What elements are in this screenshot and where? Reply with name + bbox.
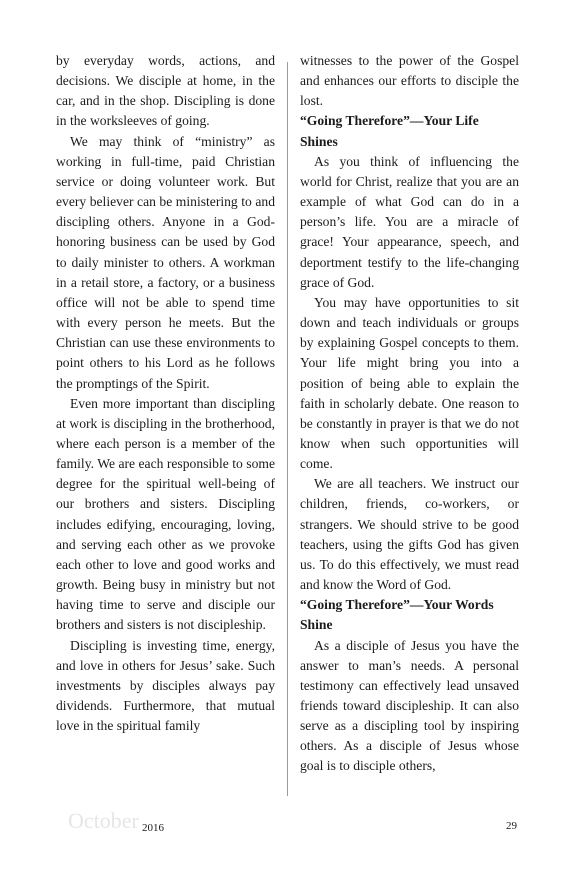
right-column	[300, 51, 519, 777]
paragraph: Discipling is investing time, energy, and love in others for Jesus’ sake. Such investments by disciples always pay dividends. Furthermore, that mutual love in the spiritual family	[56, 637, 275, 734]
paragraph: As you think of influencing the world for Christ, realize that you are an example of what God can do in a person’s life. You are a miracle of grace! Your appearance, speech, and deportment testify to the life-changing grace of God.	[300, 153, 519, 290]
page-number: 29	[506, 820, 517, 832]
paragraph: by everyday words, actions, and decisions. We disciple at home, in the car, and in the shop. Discipling is done in the worksleeves of going.	[56, 53, 275, 129]
footer-year: 2016	[142, 822, 164, 834]
paragraph: As a disciple of Jesus you have the answer to man’s needs. A personal testimony can effectively lead unsaved friends toward discipleship. It can also serve as a discipling tool by inspiring others. As a disciple of Jesus whose goal is to disciple others,	[300, 637, 519, 774]
footer-month: October	[68, 808, 139, 833]
left-column	[56, 51, 275, 736]
column-divider	[287, 62, 288, 796]
paragraph: We may think of “ministry” as working in full-time, paid Christian service or doing volunteer work. But every believer can be ministering to and discipling others. Anyone in a God-honoring business can be used by God to daily minister to others. A workman in a retail store, a factory, or a business office will not be able to spend time with every person he meets. But the Christian can use these environments to point others to his Lord as he follows the promptings of the Spirit.	[56, 133, 275, 391]
paragraph: Even more important than discipling at work is discipling in the brotherhood, where each person is a member of the family. We are each responsible to some degree for the spiritual well-being of our brothers and sisters. Discipling includes edifying, encouraging, loving, and serving each other as we provoke each other to love and good works and growth. Being busy in ministry but not having time to serve and disciple our brothers and sisters is not discipleship.	[56, 395, 275, 633]
paragraph: You may have opportunities to sit down and teach individuals or groups by explaining Gospel concepts to them. Your life might bring you into a position of being able to explain the faith in scholarly debate. One reason to be constantly in prayer is that we do not know when such opportunities will come.	[300, 294, 519, 472]
section-heading: “Going Therefore”—Your Life Shines	[300, 113, 479, 149]
section-heading: “Going Therefore”—Your Words Shine	[300, 597, 494, 633]
paragraph: We are all teachers. We instruct our children, friends, co-workers, or strangers. We should strive to be good teachers, using the gifts God has given us. To do this effectively, we must read and know the Word of God.	[300, 476, 519, 593]
paragraph: witnesses to the power of the Gospel and enhances our efforts to disciple the lost.	[300, 53, 519, 109]
